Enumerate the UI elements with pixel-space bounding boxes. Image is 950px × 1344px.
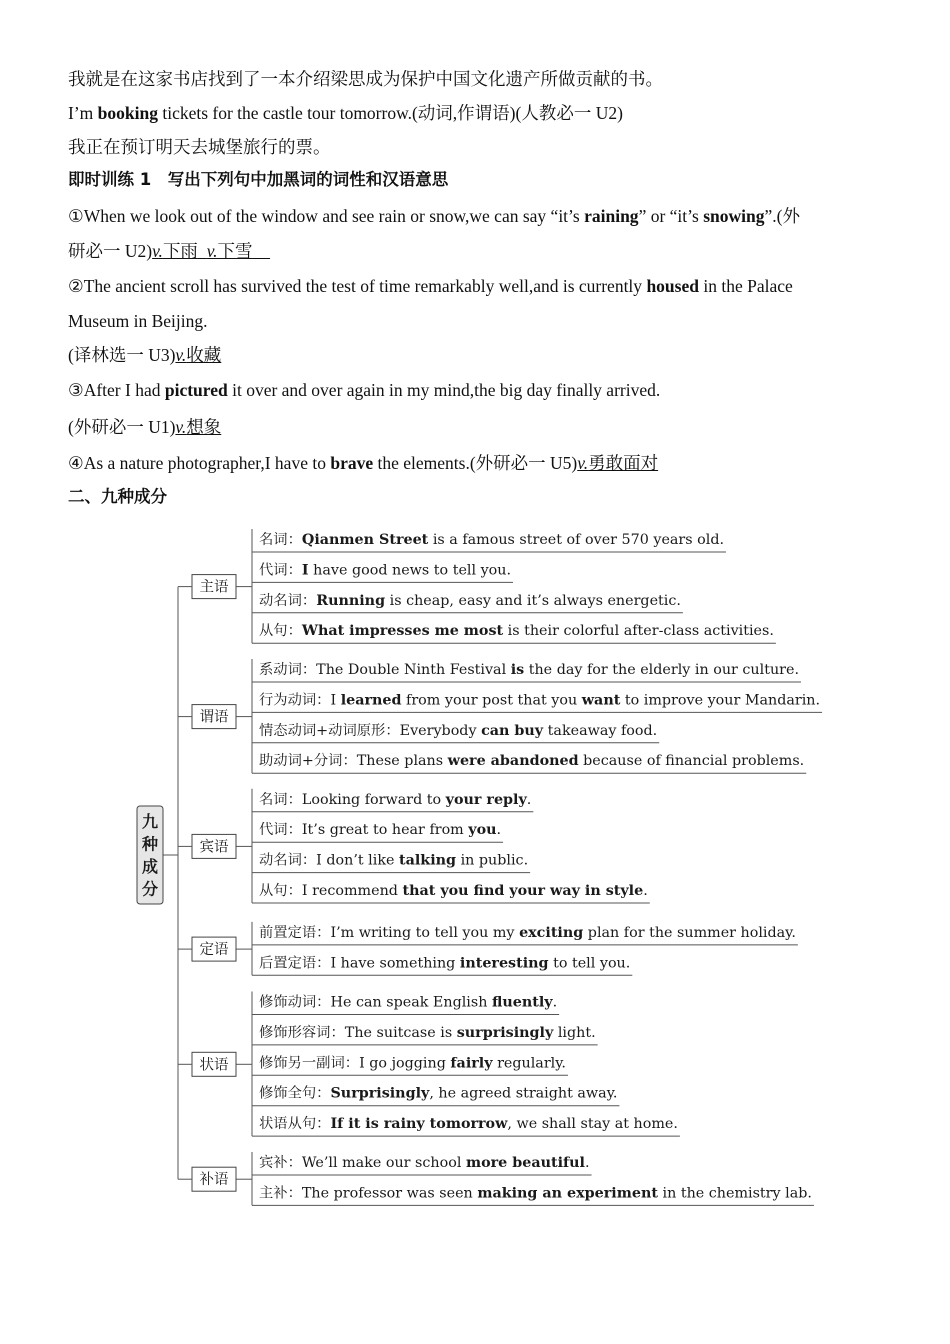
diagram-item: 动名词：I don’t like talking in public. — [259, 852, 529, 869]
root-label-char: 分 — [141, 879, 159, 899]
exercise-item-2-line-3: (译林选一 U3)v.收藏 — [68, 345, 222, 365]
answer-2: v.收藏 — [175, 345, 222, 365]
intro-line-3: 我正在预订明天去城堡旅行的票。 — [68, 137, 331, 157]
diagram-item: 助动词+分词：These plans were abandoned because of financial problems. — [259, 753, 805, 770]
diagram-item: 从句：I recommend that you find your way in style. — [259, 883, 648, 899]
exercise-item-3-line-1: ③After I had pictured it over and over again in my mind,the big day finally arrived. — [68, 380, 661, 400]
diagram-item: 修饰动词：He can speak English fluently. — [259, 994, 558, 1011]
diagram-item: 主补：The professor was seen making an experiment in the chemistry lab. — [259, 1185, 812, 1202]
intro-line-2: I’m booking tickets for the castle tour tomorrow.(动词,作谓语)(人教必一 U2) — [68, 103, 623, 123]
exercise-item-2-line-2: Museum in Beijing. — [68, 311, 208, 331]
diagram-item: 从句：What impresses me most is their colorful after-class activities. — [259, 623, 774, 640]
diagram-item: 后置定语：I have something interesting to tell you. — [259, 955, 631, 972]
diagram-item: 修饰形容词：The suitcase is surprisingly light. — [259, 1024, 596, 1041]
diagram-item: 修饰另一副词：I go jogging fairly regularly. — [259, 1055, 566, 1072]
component-label: 谓语 — [199, 709, 229, 726]
root-label-char: 成 — [141, 857, 159, 876]
exercise-item-1-line-1: ①When we look out of the window and see rain or snow,we can say “it’s raining” or “it’s snowing”.(外 — [68, 206, 800, 226]
diagram-item: 前置定语：I’m writing to tell you my exciting plan for the summer holiday. — [259, 924, 796, 941]
root-label-char: 种 — [141, 834, 159, 854]
bold-word: booking — [97, 103, 158, 123]
diagram-item: 情态动词+动词原形：Everybody can buy takeaway food. — [259, 722, 658, 739]
root-label-char: 九 — [141, 812, 159, 831]
diagram-item: 名词：Looking forward to your reply. — [259, 791, 532, 808]
exercise-item-2-line-1: ②The ancient scroll has survived the test of time remarkably well,and is currently housed in the Palace — [68, 276, 793, 296]
diagram-item: 宾补：We’ll make our school more beautiful. — [259, 1155, 590, 1171]
answer-3: v.想象 — [175, 417, 222, 437]
component-label: 定语 — [199, 942, 229, 959]
section-heading: 二、九种成分 — [68, 487, 167, 506]
diagram-item: 修饰全句：Surprisingly, he agreed straight away. — [259, 1085, 618, 1102]
exercise-item-4: ④As a nature photographer,I have to brave the elements.(外研必一 U5)v.勇敢面对 — [68, 453, 659, 473]
answer-4: v.勇敢面对 — [577, 453, 659, 473]
exercise-item-3-line-2: (外研必一 U1)v.想象 — [68, 417, 222, 437]
diagram-item: 代词：It’s great to hear from you. — [259, 822, 502, 839]
component-label: 宾语 — [199, 839, 229, 856]
diagram-item: 系动词：The Double Ninth Festival is the day for the elderly in our culture. — [259, 662, 799, 678]
answer-1: v.下雨 v.下雪 — [152, 241, 253, 261]
diagram-item: 状语从句：If it is rainy tomorrow, we shall stay at home. — [259, 1116, 678, 1133]
component-label: 主语 — [199, 579, 229, 596]
component-label: 补语 — [199, 1172, 229, 1189]
exercise-item-1-line-2: 研必一 U2)v.下雨 v.下雪 — [68, 239, 270, 263]
diagram-item: 名词：Qianmen Street is a famous street of over 570 years old. — [259, 532, 725, 548]
component-label: 状语 — [199, 1057, 229, 1074]
diagram-item: 代词：I have good news to tell you. — [259, 562, 512, 579]
diagram-item: 行为动词：I learned from your post that you want to improve your Mandarin. — [259, 692, 821, 709]
diagram-item: 动名词：Running is cheap, easy and it’s always energetic. — [259, 592, 681, 609]
intro-line-1: 我就是在这家书店找到了一本介绍梁思成为保护中国文化遗产所做贡献的书。 — [68, 69, 663, 89]
exercise-heading: 即时训练 1 写出下列句中加黑词的词性和汉语意思 — [68, 170, 449, 189]
